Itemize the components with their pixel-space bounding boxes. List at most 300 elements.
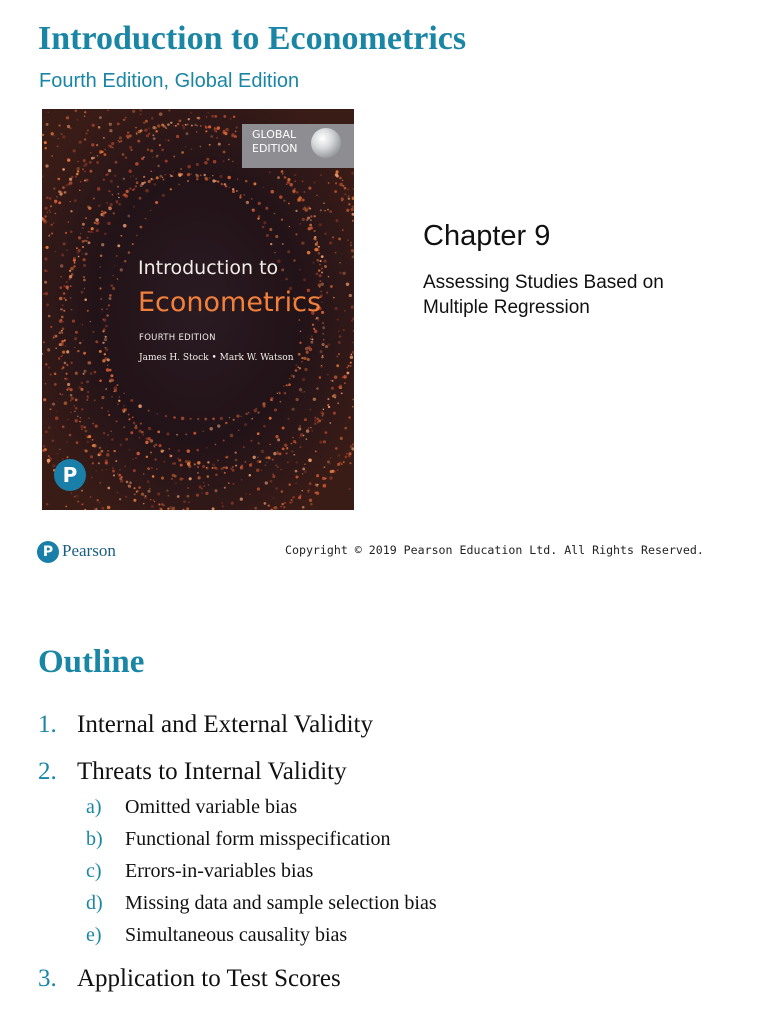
cover-dot: [279, 453, 282, 456]
cover-dot: [48, 315, 51, 318]
cover-dot: [237, 178, 239, 180]
cover-dot: [257, 432, 260, 435]
cover-dot: [245, 180, 248, 183]
cover-dot: [283, 385, 285, 387]
cover-dot: [52, 440, 54, 442]
cover-dot: [261, 450, 265, 454]
cover-dot: [61, 340, 64, 343]
cover-dot: [292, 189, 295, 192]
cover-dot: [302, 473, 303, 474]
cover-dot: [124, 260, 126, 262]
cover-dot: [70, 411, 72, 413]
cover-dot: [307, 251, 311, 255]
cover-dot: [272, 473, 274, 475]
item-number: 1.: [38, 711, 57, 738]
cover-dot: [214, 115, 217, 118]
cover-dot: [250, 440, 252, 442]
cover-dot: [147, 149, 149, 151]
cover-dot: [169, 454, 170, 455]
cover-dot: [148, 410, 150, 412]
cover-dot: [60, 276, 61, 277]
cover-dot: [70, 400, 72, 402]
cover-dot: [70, 297, 72, 299]
cover-dot: [257, 460, 260, 463]
cover-dot: [87, 129, 89, 131]
cover-dot: [240, 466, 244, 470]
pearson-logo-icon: P: [54, 459, 86, 491]
cover-dot: [233, 116, 235, 118]
cover-dot: [277, 467, 278, 468]
cover-dot: [329, 463, 331, 465]
cover-dot: [115, 460, 117, 462]
cover-dot: [324, 233, 326, 235]
cover-dot: [53, 135, 54, 136]
cover-dot: [80, 233, 82, 235]
cover-dot: [187, 124, 189, 126]
cover-dot: [346, 453, 348, 455]
cover-dot: [177, 449, 180, 452]
cover-dot: [211, 115, 214, 118]
cover-dot: [293, 375, 295, 377]
cover-dot: [117, 492, 119, 494]
cover-dot: [311, 335, 313, 337]
cover-dot: [326, 292, 328, 294]
cover-dot: [77, 161, 78, 162]
cover-dot: [274, 409, 277, 412]
cover-dot: [185, 460, 188, 463]
cover-dot: [224, 466, 225, 467]
cover-dot: [321, 255, 324, 258]
cover-dot: [58, 138, 59, 139]
cover-dot: [110, 203, 113, 206]
cover-dot: [99, 277, 101, 279]
cover-dot: [175, 482, 177, 484]
item-text: Threats to Internal Validity: [77, 758, 347, 785]
cover-dot: [320, 350, 323, 353]
cover-dot: [141, 431, 144, 434]
cover-dot: [301, 361, 303, 363]
cover-dot: [80, 388, 83, 391]
cover-dot: [316, 195, 317, 196]
cover-dot: [170, 175, 172, 177]
globe-icon: [311, 128, 341, 158]
cover-dot: [107, 450, 109, 452]
cover-dot: [86, 399, 88, 401]
cover-dot: [236, 190, 238, 192]
cover-dot: [74, 411, 76, 413]
cover-dot: [246, 203, 248, 205]
cover-dot: [82, 168, 84, 170]
cover-dot: [78, 256, 80, 258]
cover-dot: [178, 459, 181, 462]
cover-dot: [173, 462, 176, 465]
cover-dot: [70, 267, 74, 271]
cover-dot: [83, 370, 86, 373]
cover-dot: [61, 330, 63, 332]
cover-dot: [44, 269, 47, 272]
cover-dot: [272, 458, 274, 460]
cover-dot: [277, 393, 278, 394]
cover-dot: [70, 362, 72, 364]
cover-dot: [337, 356, 339, 358]
cover-dot: [45, 363, 47, 365]
cover-dot: [236, 415, 239, 418]
cover-dot: [301, 391, 303, 393]
item-text: Errors-in-variables bias: [125, 860, 314, 882]
cover-dot: [332, 380, 334, 382]
cover-dot: [82, 324, 83, 325]
cover-dot: [322, 477, 325, 480]
cover-dot: [205, 126, 208, 129]
cover-dot: [159, 507, 162, 510]
cover-dot: [76, 173, 79, 176]
cover-dot: [273, 497, 274, 498]
cover-dot: [93, 197, 95, 199]
cover-dot: [282, 427, 285, 430]
cover-dot: [187, 173, 190, 176]
cover-dot: [123, 224, 127, 228]
cover-dot: [217, 126, 221, 130]
cover-dot: [105, 336, 107, 338]
cover-dot: [144, 181, 146, 183]
cover-dot: [299, 388, 303, 392]
cover-dot: [294, 188, 296, 190]
cover-dot: [87, 205, 90, 208]
cover-dot: [280, 469, 281, 470]
cover-dot: [309, 224, 312, 227]
cover-dot: [135, 162, 139, 166]
cover-dot: [306, 219, 308, 221]
cover-dot: [304, 463, 306, 465]
cover-dot: [92, 439, 94, 441]
cover-dot: [109, 297, 112, 300]
cover-dot: [165, 139, 166, 140]
cover-dot: [67, 387, 70, 390]
cover-dot: [319, 274, 322, 277]
cover-dot: [62, 351, 65, 354]
cover-dot: [50, 205, 52, 207]
cover-dot: [310, 226, 313, 229]
cover-dot: [262, 226, 265, 229]
item-text: Application to Test Scores: [77, 965, 341, 992]
cover-dot: [324, 265, 327, 268]
cover-dot: [157, 165, 159, 167]
cover-dot: [299, 367, 301, 369]
cover-dot: [348, 416, 351, 419]
cover-dot: [324, 466, 326, 468]
cover-dot: [92, 331, 94, 333]
cover-dot: [120, 140, 122, 142]
cover-dot: [134, 426, 137, 429]
cover-dot: [282, 243, 284, 245]
cover-dot: [291, 443, 293, 445]
cover-dot: [200, 125, 201, 126]
cover-dot: [317, 241, 318, 242]
cover-dot: [106, 308, 108, 310]
cover-dot: [286, 184, 287, 185]
cover-dot: [67, 289, 69, 291]
cover-dot: [117, 244, 120, 247]
cover-dot: [94, 371, 97, 374]
cover-dot: [150, 170, 152, 172]
cover-dot: [249, 474, 252, 477]
cover-dot: [107, 358, 110, 361]
cover-dot: [98, 205, 101, 208]
cover-dot: [122, 153, 125, 156]
cover-dot: [258, 202, 261, 205]
cover-dot: [309, 208, 311, 210]
cover-dot: [296, 476, 299, 479]
cover-dot: [144, 129, 146, 131]
cover-dot: [90, 372, 93, 375]
cover-dot: [295, 364, 297, 366]
cover-dot: [57, 145, 59, 147]
cover-dot: [83, 264, 86, 267]
cover-dot: [99, 502, 101, 504]
cover-dot: [161, 503, 163, 505]
cover-dot: [350, 244, 352, 246]
cover-dot: [187, 165, 191, 169]
cover-edition: FOURTH EDITION: [139, 333, 216, 343]
cover-dot: [172, 474, 175, 477]
cover-dot: [309, 348, 313, 352]
cover-dot: [95, 340, 98, 343]
cover-dot: [251, 198, 253, 200]
cover-dot: [194, 463, 196, 465]
cover-dot: [304, 368, 307, 371]
cover-dot: [47, 271, 49, 273]
cover-dot: [86, 395, 88, 397]
cover-dot: [127, 131, 129, 133]
cover-dot: [180, 464, 183, 467]
cover-dot: [129, 188, 131, 190]
cover-dot: [344, 382, 346, 384]
cover-dot: [321, 356, 323, 358]
cover-dot: [307, 490, 309, 492]
cover-dot: [80, 181, 82, 183]
cover-dot: [232, 483, 234, 485]
cover-dot: [113, 275, 114, 276]
cover-dot: [43, 398, 46, 401]
cover-dot: [244, 423, 247, 426]
cover-dot: [182, 125, 184, 127]
cover-dot: [279, 195, 282, 198]
cover-dot: [293, 259, 296, 262]
cover-dot: [73, 149, 76, 152]
cover-dot: [341, 463, 343, 465]
cover-dot: [68, 278, 71, 281]
cover-dot: [50, 224, 52, 226]
cover-dot: [212, 175, 214, 177]
cover-dot: [135, 425, 137, 427]
cover-dot: [68, 183, 71, 186]
cover-dot: [66, 116, 69, 119]
cover-dot: [173, 125, 175, 127]
cover-dot: [135, 185, 137, 187]
cover-dot: [228, 144, 229, 145]
cover-dot: [300, 446, 302, 448]
cover-dot: [133, 499, 136, 502]
cover-dot: [204, 161, 207, 164]
cover-dot: [44, 141, 47, 144]
cover-dot: [196, 125, 198, 127]
cover-dot: [186, 132, 189, 135]
cover-dot: [101, 243, 104, 246]
cover-dot: [188, 502, 189, 503]
cover-dot: [89, 161, 92, 164]
cover-dot: [338, 341, 341, 344]
cover-dot: [350, 365, 352, 367]
cover-dot: [42, 449, 45, 452]
cover-dot: [229, 417, 231, 419]
cover-dot: [67, 383, 70, 386]
cover-dot: [159, 112, 163, 116]
cover-dot: [219, 175, 222, 178]
cover-dot: [94, 399, 96, 401]
cover-dot: [342, 229, 344, 231]
cover-dot: [232, 188, 234, 190]
cover-dot: [140, 113, 142, 115]
cover-dot: [273, 452, 277, 456]
cover-dot: [322, 322, 324, 324]
cover-dot: [330, 422, 332, 424]
cover-dot: [55, 417, 59, 421]
cover-dot: [334, 375, 338, 379]
cover-dot: [212, 467, 214, 469]
cover-dot: [136, 490, 138, 492]
cover-dot: [316, 272, 319, 275]
cover-dot: [265, 481, 268, 484]
cover-dot: [244, 194, 245, 195]
cover-dot: [209, 144, 211, 146]
cover-dot: [148, 427, 152, 431]
cover-dot: [114, 161, 117, 164]
cover-dot: [197, 466, 199, 468]
cover-dot: [327, 209, 329, 211]
cover-dot: [123, 405, 125, 407]
cover-dot: [301, 357, 303, 359]
cover-dot: [269, 444, 271, 446]
cover-dot: [60, 319, 62, 321]
cover-dot: [310, 215, 313, 218]
cover-dot: [48, 455, 50, 457]
cover-dot: [105, 388, 107, 390]
cover-dot: [168, 139, 170, 141]
cover-dot: [151, 467, 153, 469]
cover-dot: [288, 203, 290, 205]
cover-dot: [86, 237, 88, 239]
cover-dot: [346, 367, 348, 369]
cover-dot: [306, 438, 307, 439]
global-edition-label: GLOBAL EDITION: [252, 128, 298, 155]
cover-dot: [108, 304, 110, 306]
cover-dot: [338, 353, 340, 355]
cover-dot: [130, 399, 133, 402]
cover-dot: [74, 337, 77, 340]
cover-dot: [81, 428, 83, 430]
cover-dot: [55, 251, 56, 252]
cover-dot: [77, 119, 78, 120]
cover-dot: [195, 173, 198, 176]
cover-dot: [100, 298, 102, 300]
cover-dot: [265, 207, 268, 210]
cover-dot: [182, 478, 183, 479]
cover-dot: [116, 202, 118, 204]
item-letter: a): [86, 796, 102, 818]
cover-dot: [299, 437, 300, 438]
cover-dot: [117, 473, 118, 474]
cover-dot: [86, 240, 88, 242]
cover-dot: [127, 136, 130, 139]
cover-dot: [117, 278, 119, 280]
cover-dot: [262, 402, 265, 405]
cover-dot: [48, 426, 50, 428]
cover-dot: [71, 492, 73, 494]
cover-dot: [63, 285, 65, 287]
cover-dot: [140, 226, 143, 229]
cover-dot: [96, 222, 99, 225]
cover-dot: [298, 319, 300, 321]
cover-dot: [151, 117, 154, 120]
cover-dot: [351, 305, 354, 308]
cover-dot: [325, 477, 327, 479]
cover-dot: [295, 233, 297, 235]
cover-dot: [67, 456, 69, 458]
cover-dot: [139, 197, 142, 200]
cover-dot: [96, 144, 98, 146]
cover-dot: [130, 431, 133, 434]
cover-dot: [225, 185, 227, 187]
cover-dot: [323, 440, 326, 443]
cover-dot: [91, 476, 93, 478]
cover-dot: [313, 262, 315, 264]
cover-dot: [228, 482, 230, 484]
cover-dot: [99, 447, 101, 449]
cover-dot: [224, 131, 227, 134]
cover-dot: [269, 171, 271, 173]
cover-dot: [159, 444, 162, 447]
item-number: 2.: [38, 758, 57, 785]
cover-dot: [99, 350, 102, 353]
cover-dot: [102, 507, 105, 510]
cover-dot: [321, 272, 323, 274]
cover-dot: [335, 447, 338, 450]
cover-dot: [218, 143, 221, 146]
cover-dot: [235, 130, 237, 132]
cover-dot: [66, 249, 67, 250]
cover-dot: [106, 469, 108, 471]
cover-dot: [318, 246, 320, 248]
cover-dot: [90, 455, 93, 458]
cover-dot: [133, 175, 134, 176]
cover-dot: [105, 211, 107, 213]
cover-dot: [92, 444, 95, 447]
cover-dot: [62, 168, 65, 171]
cover-dot: [124, 466, 125, 467]
cover-dot: [84, 288, 85, 289]
cover-dot: [45, 207, 48, 210]
cover-dot: [327, 398, 329, 400]
cover-dot: [66, 350, 69, 353]
cover-dot: [86, 380, 89, 383]
cover-dot: [315, 238, 317, 240]
cover-dot: [287, 461, 289, 463]
cover-dot: [185, 433, 187, 435]
cover-dot: [61, 355, 63, 357]
cover-dot: [342, 272, 345, 275]
cover-dot: [264, 405, 266, 407]
cover-dot: [265, 457, 268, 460]
